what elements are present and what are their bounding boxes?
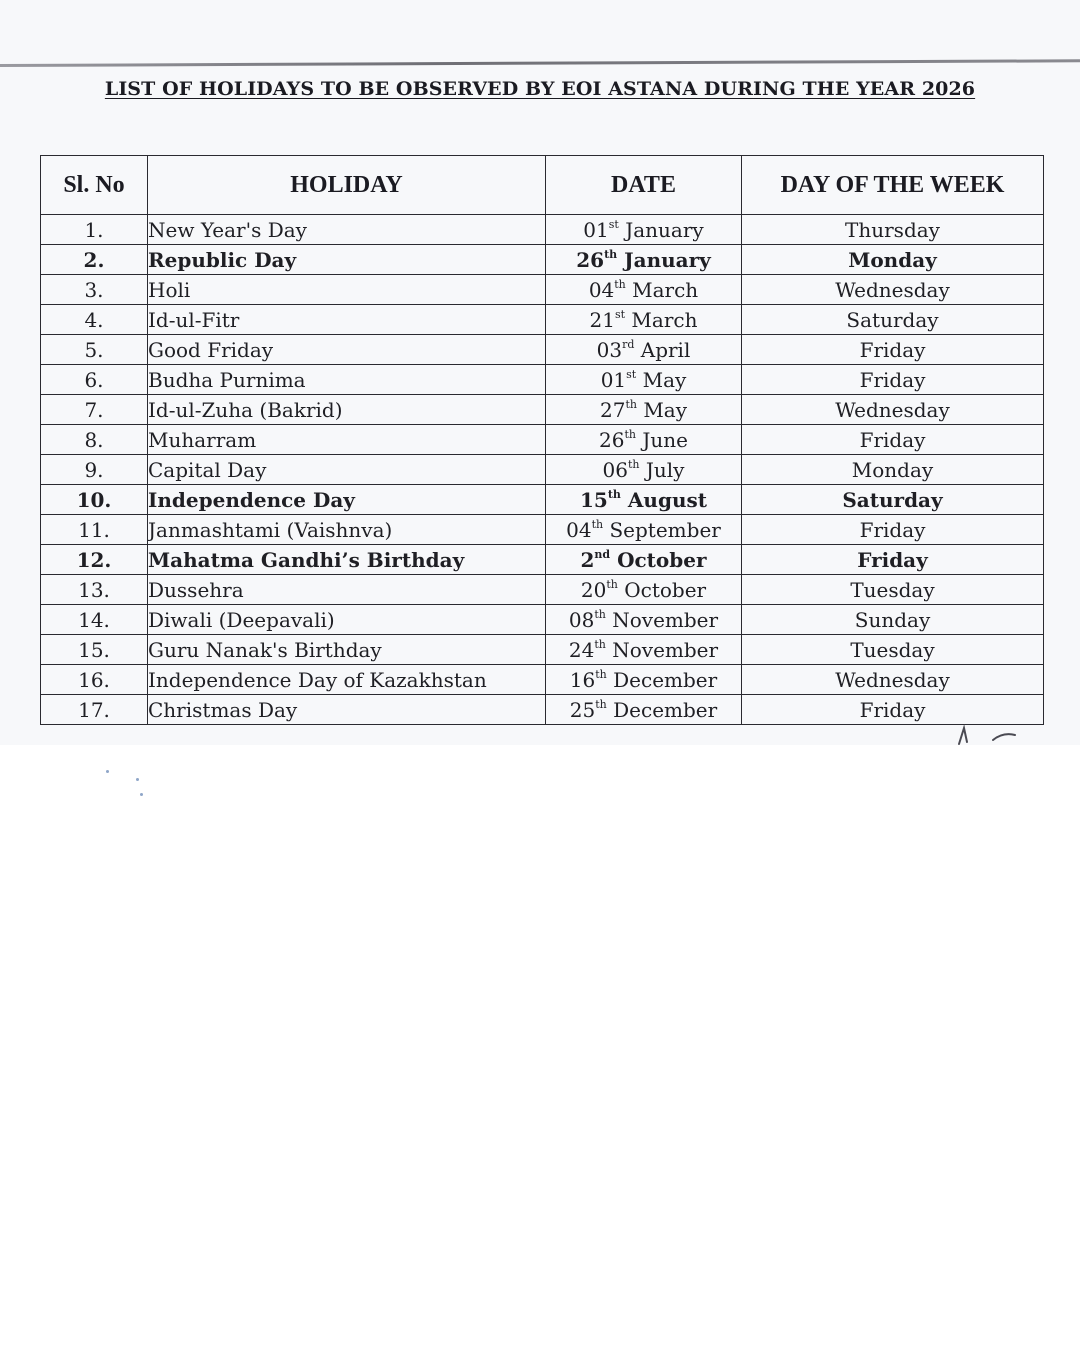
date-ordinal-suffix: th — [607, 488, 621, 501]
date-day: 15 — [580, 488, 608, 512]
date-day: 24 — [568, 638, 595, 662]
cell-serial-number: 7. — [41, 395, 148, 425]
date-day: 26 — [599, 428, 625, 452]
table-row — [41, 545, 1044, 575]
cell-holiday-name: Holi — [148, 275, 546, 305]
cell-serial-number: 13. — [41, 575, 148, 605]
date-month: July — [645, 458, 685, 482]
cell-day-of-week: Friday — [742, 545, 1044, 575]
date-month: October — [617, 548, 707, 572]
date-ordinal-suffix: th — [591, 518, 604, 531]
date-day: 06 — [602, 458, 628, 482]
date-month: May — [642, 368, 687, 392]
scan-speck — [106, 770, 109, 773]
date-month: November — [612, 638, 719, 662]
scan-speck — [140, 793, 143, 796]
cell-date — [546, 515, 742, 545]
date-ordinal-suffix: th — [604, 248, 618, 261]
scan-speck — [136, 778, 139, 781]
date-ordinal-suffix: th — [594, 608, 606, 621]
cell-serial-number: 2. — [41, 245, 148, 275]
date-ordinal-suffix: st — [608, 218, 619, 231]
date-ordinal-suffix: th — [595, 668, 607, 681]
cell-holiday-name: Mahatma Gandhi’s Birthday — [148, 545, 546, 575]
cell-serial-number: 11. — [41, 515, 148, 545]
cell-date — [546, 695, 742, 725]
cell-date — [546, 545, 742, 575]
date-day: 27 — [599, 398, 626, 422]
date-ordinal-suffix: th — [624, 428, 636, 441]
cell-day-of-week: Friday — [742, 425, 1044, 455]
date-month: September — [609, 518, 721, 542]
date-month: March — [632, 278, 699, 302]
table-row — [41, 455, 1044, 485]
cell-day-of-week: Monday — [742, 245, 1044, 275]
cell-serial-number: 17. — [41, 695, 148, 725]
date-month: June — [642, 428, 688, 452]
cell-day-of-week: Saturday — [742, 305, 1044, 335]
cell-holiday-name: Guru Nanak's Birthday — [148, 635, 546, 665]
cell-holiday-name: Good Friday — [148, 335, 546, 365]
cell-serial-number: 15. — [41, 635, 148, 665]
date-month: December — [613, 668, 718, 692]
cell-day-of-week: Friday — [742, 365, 1044, 395]
cell-serial-number: 12. — [41, 545, 148, 575]
header-day-of-week: DAY OF THE WEEK — [742, 156, 1044, 215]
cell-holiday-name: Budha Purnima — [148, 365, 546, 395]
cell-day-of-week: Wednesday — [742, 395, 1044, 425]
date-ordinal-suffix: th — [606, 578, 618, 591]
cell-holiday-name: New Year's Day — [148, 215, 546, 245]
date-day: 25 — [569, 698, 596, 722]
cell-serial-number: 16. — [41, 665, 148, 695]
cell-day-of-week: Tuesday — [742, 635, 1044, 665]
table-row — [41, 305, 1044, 335]
date-ordinal-suffix: st — [614, 308, 626, 321]
cell-day-of-week: Wednesday — [742, 665, 1044, 695]
cell-date — [546, 605, 742, 635]
date-month: December — [613, 698, 718, 722]
cell-day-of-week: Friday — [742, 695, 1044, 725]
table-row — [41, 605, 1044, 635]
date-ordinal-suffix: st — [626, 368, 637, 381]
cell-serial-number: 5. — [41, 335, 148, 365]
cell-holiday-name: Independence Day of Kazakhstan — [148, 665, 546, 695]
cell-date — [546, 305, 742, 335]
table-row — [41, 365, 1044, 395]
date-space — [621, 488, 628, 512]
cell-day-of-week: Thursday — [742, 215, 1044, 245]
cell-holiday-name: Diwali (Deepavali) — [148, 605, 546, 635]
date-day: 04 — [588, 278, 615, 302]
cell-holiday-name: Dussehra — [148, 575, 546, 605]
table-row — [41, 275, 1044, 305]
date-day: 26 — [576, 248, 605, 272]
cell-day-of-week: Friday — [742, 335, 1044, 365]
cell-holiday-name: Id-ul-Zuha (Bakrid) — [148, 395, 546, 425]
cell-serial-number: 4. — [41, 305, 148, 335]
cell-serial-number: 9. — [41, 455, 148, 485]
cell-date — [546, 485, 742, 515]
table-row — [41, 635, 1044, 665]
date-month: November — [612, 608, 719, 632]
date-ordinal-suffix: rd — [622, 338, 635, 351]
date-day: 21 — [589, 308, 615, 332]
table-row — [41, 515, 1044, 545]
cell-date — [546, 455, 742, 485]
cell-day-of-week: Friday — [742, 515, 1044, 545]
cell-date — [546, 575, 742, 605]
date-ordinal-suffix: th — [595, 698, 607, 711]
handwritten-mark — [955, 722, 1025, 752]
table-row — [41, 575, 1044, 605]
date-ordinal-suffix: th — [614, 278, 626, 291]
holiday-table — [40, 155, 1044, 725]
cell-day-of-week: Monday — [742, 455, 1044, 485]
date-day: 16 — [569, 668, 596, 692]
cell-serial-number: 8. — [41, 425, 148, 455]
cell-serial-number: 14. — [41, 605, 148, 635]
table-row — [41, 395, 1044, 425]
header-serial-number: Sl. No — [41, 156, 148, 215]
cell-date — [546, 635, 742, 665]
cell-serial-number: 10. — [41, 485, 148, 515]
cell-holiday-name: Independence Day — [148, 485, 546, 515]
cell-day-of-week: Sunday — [742, 605, 1044, 635]
cell-day-of-week: Wednesday — [742, 275, 1044, 305]
cell-date — [546, 335, 742, 365]
header-date: DATE — [546, 156, 742, 215]
cell-day-of-week: Tuesday — [742, 575, 1044, 605]
date-month: October — [624, 578, 707, 602]
date-ordinal-suffix: th — [625, 398, 637, 411]
cell-holiday-name: Republic Day — [148, 245, 546, 275]
cell-serial-number: 1. — [41, 215, 148, 245]
cell-date — [546, 665, 742, 695]
cell-date — [546, 245, 742, 275]
date-day: 04 — [566, 518, 592, 542]
cell-date — [546, 395, 742, 425]
date-month: May — [643, 398, 688, 422]
cell-serial-number: 3. — [41, 275, 148, 305]
date-day: 01 — [600, 368, 627, 392]
date-day: 2 — [580, 548, 595, 572]
cell-serial-number: 6. — [41, 365, 148, 395]
cell-date — [546, 275, 742, 305]
cell-day-of-week: Saturday — [742, 485, 1044, 515]
table-header-row — [41, 156, 1044, 215]
cell-holiday-name: Muharram — [148, 425, 546, 455]
cell-holiday-name: Christmas Day — [148, 695, 546, 725]
date-ordinal-suffix: th — [594, 638, 606, 651]
cell-date — [546, 365, 742, 395]
cell-holiday-name: Janmashtami (Vaishnva) — [148, 515, 546, 545]
table-row — [41, 245, 1044, 275]
date-month: January — [625, 218, 704, 242]
date-day: 01 — [583, 218, 609, 242]
date-ordinal-suffix: nd — [594, 548, 611, 561]
paper-edge-shadow — [0, 59, 1080, 67]
holiday-rows — [41, 215, 1044, 725]
date-day: 03 — [596, 338, 623, 362]
document-title: LIST OF HOLIDAYS TO BE OBSERVED BY EOI ASTANA DURING THE YEAR 2026 — [104, 78, 976, 100]
cell-holiday-name: Capital Day — [148, 455, 546, 485]
date-ordinal-suffix: th — [627, 458, 640, 471]
table-row — [41, 485, 1044, 515]
date-month: January — [624, 248, 711, 272]
cell-date — [546, 425, 742, 455]
table-row — [41, 425, 1044, 455]
table-row — [41, 335, 1044, 365]
date-month: August — [627, 488, 707, 512]
table-row — [41, 695, 1044, 725]
table-row — [41, 665, 1044, 695]
date-month: April — [640, 338, 691, 362]
table-row — [41, 215, 1044, 245]
cell-holiday-name: Id-ul-Fitr — [148, 305, 546, 335]
date-month: March — [631, 308, 698, 332]
cell-date — [546, 215, 742, 245]
date-day: 20 — [580, 578, 607, 602]
header-holiday: HOLIDAY — [148, 156, 546, 215]
date-day: 08 — [568, 608, 595, 632]
